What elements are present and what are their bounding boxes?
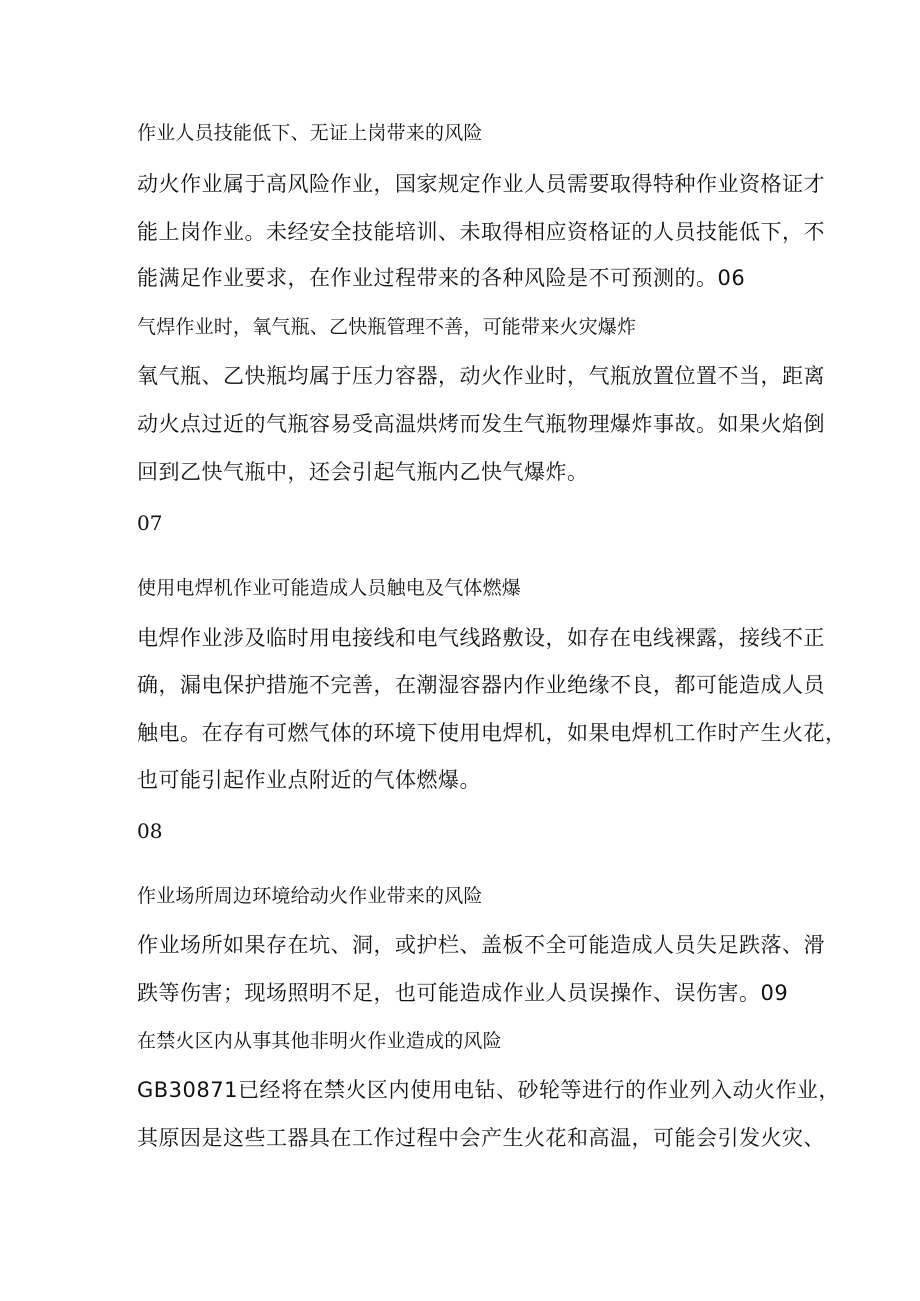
paragraph-line: 其原因是这些工器具在工作过程中会产生火花和高温，可能会引发火灾、 (137, 1126, 825, 1150)
paragraph-line: GB30871已经将在禁火区内使用电钻、砂轮等进行的作业列入动火作业， (137, 1078, 840, 1102)
section-number: 07 (137, 511, 163, 535)
paragraph-line: 动火作业属于高风险作业，国家规定作业人员需要取得特种作业资格证才 (137, 172, 825, 196)
paragraph-line: 动火点过近的气瓶容易受高温烘烤而发生气瓶物理爆炸事故。如果火焰倒 (137, 412, 825, 436)
paragraph-line: 氧气瓶、乙快瓶均属于压力容器，动火作业时，气瓶放置位置不当，距离 (137, 364, 825, 388)
section-number: 08 (137, 819, 163, 843)
paragraph-line: 也可能引起作业点附近的气体燃爆。 (137, 768, 481, 792)
paragraph-line: 能满足作业要求，在作业过程带来的各种风险是不可预测的。06 (137, 266, 746, 290)
paragraph-line: 作业场所如果存在坑、洞，或护栏、盖板不全可能造成人员失足跌落、滑 (137, 933, 825, 957)
paragraph-line: 确，漏电保护措施不完善，在潮湿容器内作业绝缘不良，都可能造成人员 (137, 673, 825, 697)
paragraph-line: 触电。在存有可燃气体的环境下使用电焊机，如果电焊机工作时产生火花， (137, 721, 847, 745)
paragraph-line: 回到乙快气瓶中，还会引起气瓶内乙快气爆炸。 (137, 460, 589, 484)
section-heading: 气焊作业时，氧气瓶、乙快瓶管理不善，可能带来火灾爆炸 (137, 316, 637, 338)
paragraph-line: 跌等伤害；现场照明不足，也可能造成作业人员误操作、误伤害。09 (137, 981, 789, 1005)
section-heading: 作业场所周边环境给动火作业带来的风险 (137, 885, 483, 907)
paragraph-line: 电焊作业涉及临时用电接线和电气线路敷设，如存在电线裸露，接线不正 (137, 626, 825, 650)
section-heading: 作业人员技能低下、无证上岗带来的风险 (137, 122, 483, 144)
section-heading: 在禁火区内从事其他非明火作业造成的风险 (137, 1030, 502, 1052)
paragraph-line: 能上岗作业。未经安全技能培训、未取得相应资格证的人员技能低下，不 (137, 220, 825, 244)
section-heading: 使用电焊机作业可能造成人员触电及气体燃爆 (137, 577, 522, 599)
